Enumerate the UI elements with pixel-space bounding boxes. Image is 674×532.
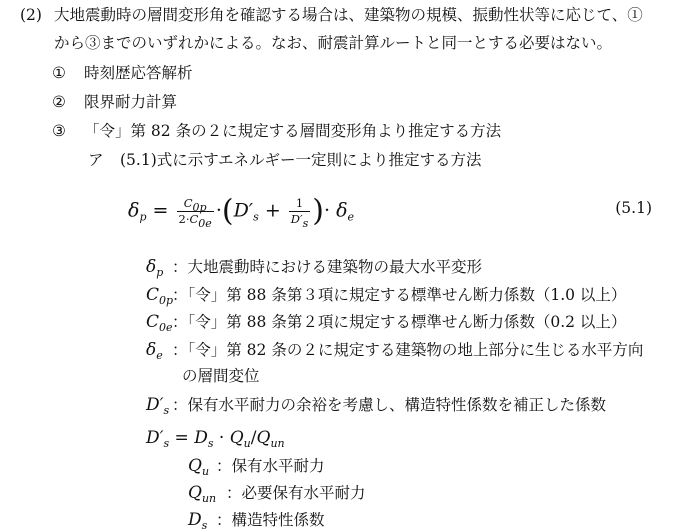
def-ds-text: ：構造特性係数	[216, 511, 325, 529]
para-line-2: から③までのいずれかによる。なお、耐震計算ルートと同一とする必要はない。	[54, 34, 613, 52]
def-c0p-text: ：「令」第 88 条第３項に規定する標準せん断力係数（1.0 以上）	[172, 286, 627, 304]
def-delta-p-text: ：大地震動時における建築物の最大水平変形	[172, 258, 483, 276]
def-qu-text: ：保有水平耐力	[216, 457, 325, 475]
para-line-1: 大地震動時の層間変形角を確認する場合は、建築物の規模、振動性状等に応じて、①	[54, 6, 643, 24]
method-2-text: 限界耐力計算	[84, 93, 178, 111]
def-ds-prime-symbol: $D'_s$	[146, 395, 170, 417]
method-3-mark: ③	[52, 122, 66, 140]
formula-ds-prime: $D'_s = D_s \cdot Q_u/Q_{un}$	[146, 428, 285, 450]
def-delta-p-symbol: $\delta_p$	[146, 257, 164, 279]
def-qun-text: ：必要保有水平耐力	[226, 484, 366, 502]
method-2-mark: ②	[52, 93, 66, 111]
def-qu-symbol: $Q_u$	[188, 456, 210, 478]
def-ds-prime-text: ：保有水平耐力の余裕を考慮し、構造特性係数を補正した係数	[172, 396, 607, 414]
method-1-text: 時刻歴応答解析	[84, 64, 193, 82]
def-delta-e-text: ：「令」第 82 条の２に規定する建築物の地上部分に生じる水平方向	[172, 341, 644, 359]
method-1-mark: ①	[52, 64, 66, 82]
sub-a-text: (5.1)式に示すエネルギー一定則により推定する方法	[120, 151, 482, 169]
equation-number: (5.1)	[615, 199, 652, 217]
def-ds-symbol: $D_s$	[188, 510, 208, 532]
def-delta-e-cont: の層間変位	[182, 367, 260, 385]
sub-a-mark: ア	[88, 151, 104, 169]
def-c0e-text: ：「令」第 88 条第２項に規定する標準せん断力係数（0.2 以上）	[172, 313, 627, 331]
def-c0p-symbol: $C_{0p}$	[146, 285, 174, 307]
def-qun-symbol: $Q_{un}$	[188, 483, 217, 505]
equation-5-1: $\delta_p$ = $\frac{C_{0p}}{2\cdot C_{0e}}$ $\cdot(D'_s$ + $\frac{1}{D'_s}$ )· $\delta_e$	[128, 193, 355, 230]
def-delta-e-symbol: $\delta_e$	[146, 340, 163, 362]
method-3-text: 「令」第 82 条の２に規定する層間変形角より推定する方法	[84, 122, 502, 140]
def-c0e-symbol: $C_{0e}$	[146, 312, 173, 334]
para-number: (2)	[20, 6, 42, 24]
